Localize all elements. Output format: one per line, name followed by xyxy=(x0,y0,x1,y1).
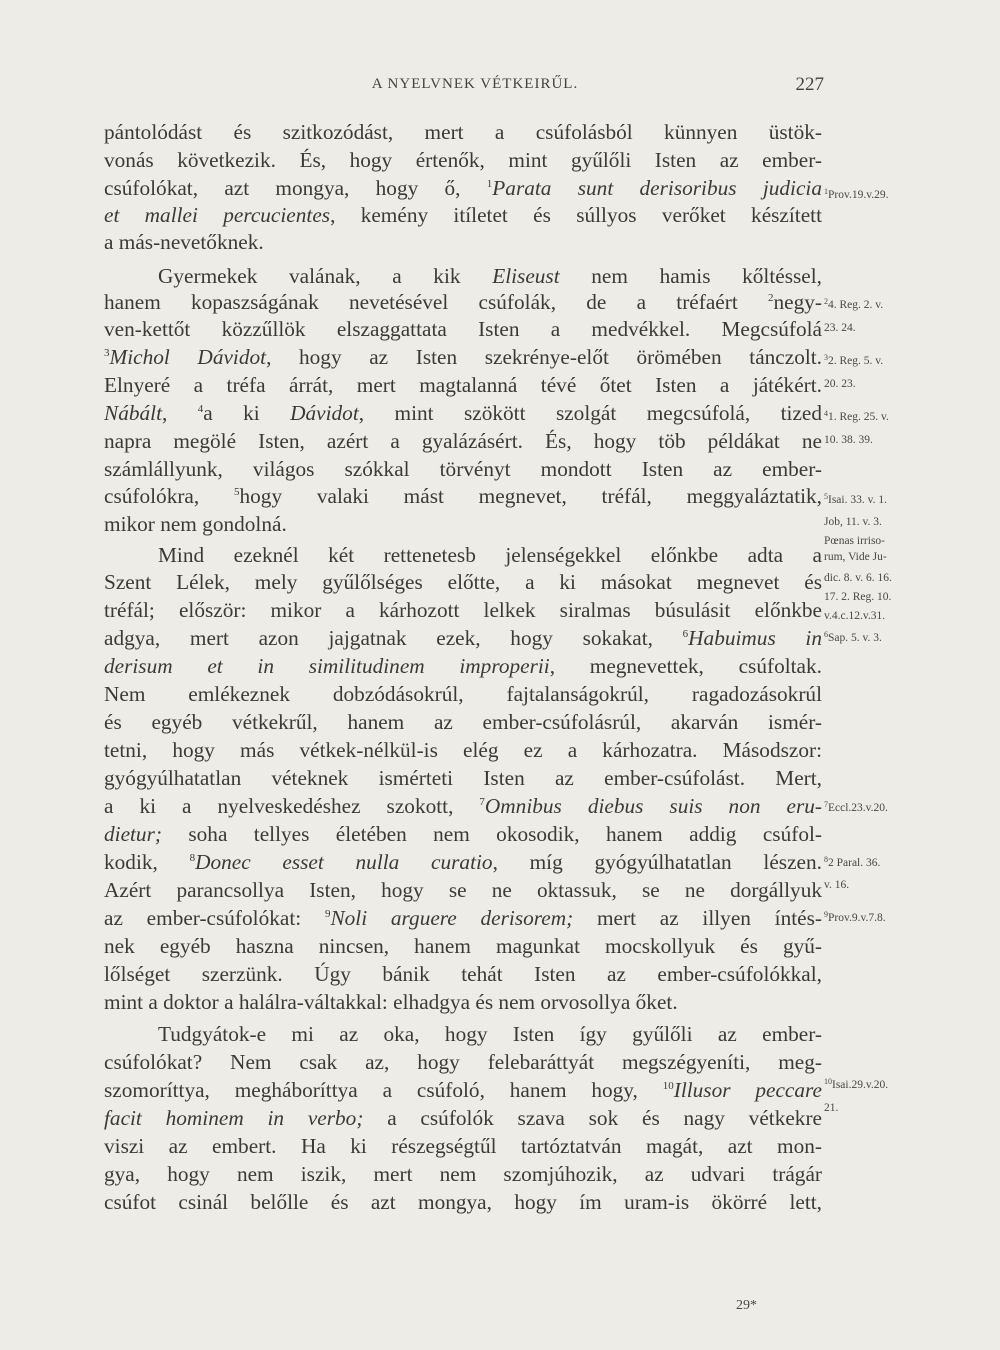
text-line: viszi az embert. Ha ki részegségtűl tartóztatván magát, azt mon- xyxy=(104,1134,822,1158)
margin-note: Pœnas irriso- xyxy=(824,535,886,547)
margin-note: v.4.c.12.v.31. xyxy=(824,610,886,622)
text-line: napra megölé Isten, azért a gyalázásért. És, hogy töb példákat ne xyxy=(104,429,822,453)
text-line: Elnyeré a tréfa árrát, mert magtalanná tévé őtet Isten a játékért. xyxy=(104,373,822,397)
margin-note: $^2$4. Reg. 2. v. xyxy=(824,297,884,311)
margin-note: $^5$Isai. 33. v. 1. xyxy=(824,492,887,506)
signature-mark: 29* xyxy=(736,1298,757,1313)
text-line: a más-nevetőknek. xyxy=(104,230,264,254)
margin-note: 10. 38. 39. xyxy=(824,434,873,446)
margin-note: $^{10}$Isai.29.v.20. xyxy=(824,1077,889,1091)
text-line: dietur; soha tellyes életében nem okosodik, hanem addig csúfol- xyxy=(104,822,822,846)
margin-note: 20. 23. xyxy=(824,378,856,390)
text-line: Nem emlékeznek dobzódásokrúl, fajtalanságokrúl, ragadozásokrúl xyxy=(104,682,822,706)
text-line: szomoríttya, megháboríttya a csúfoló, hanem hogy, $^{10}$Illusor peccare xyxy=(104,1078,822,1102)
text-line: a ki a nyelveskedéshez szokott, $^7$Omnibus diebus suis non eru- xyxy=(104,794,822,818)
text-line: pántolódást és szitkozódást, mert a csúfolásból künnyen üstök- xyxy=(104,120,822,144)
text-line: Mind ezeknél két rettenetesb jelenségekkel előnkbe adta a xyxy=(158,543,822,567)
margin-note: $^7$Eccl.23.v.20. xyxy=(824,800,888,814)
text-line: Tudgyátok-e mi az oka, hogy Isten így gyűlőli az ember- xyxy=(158,1022,822,1046)
text-line: csúfot csinál belőlle és azt mongya, hogy ím uram-is ökörré lett, xyxy=(104,1190,822,1214)
margin-note: $^9$Prov.9.v.7.8. xyxy=(824,910,886,924)
text-line: mint a doktor a halálra-váltakkal: elhadgya és nem orvosollya őket. xyxy=(104,990,678,1014)
text-line: tetni, hogy más vétkek-nélkül-is elég ez a kárhozatra. Másodszor: xyxy=(104,738,822,762)
margin-note: $^8$2 Paral. 36. xyxy=(824,855,881,869)
text-line: et mallei percucientes, kemény itíletet és súllyos verőket készített xyxy=(104,203,823,227)
text-line: és egyéb vétkekrűl, hanem az ember-csúfolásrúl, akarván ismér- xyxy=(104,710,822,734)
text-line: csúfolókra, $^5$hogy valaki mást megnevet, tréfál, meggyaláztatik, xyxy=(104,484,822,508)
text-line: tréfál; először: mikor a kárhozott lelkek siralmas búsulásit előnkbe xyxy=(104,598,822,622)
text-line: csúfolókat, azt mongya, hogy ő, $^1$Parata sunt derisoribus judicia xyxy=(104,176,822,200)
margin-note: $^1$Prov.19.v.29. xyxy=(824,187,889,201)
text-line: kodik, $^8$Donec esset nulla curatio, míg gyógyúlhatatlan lészen. xyxy=(104,850,822,874)
margin-note: Job, 11. v. 3. xyxy=(824,516,882,528)
text-line: gya, hogy nem iszik, mert nem szomjúhozik, az udvari trágár xyxy=(104,1162,822,1186)
text-line: adgya, mert azon jajgatnak ezek, hogy sokakat, $^6$Habuimus in xyxy=(104,626,822,650)
text-line: Nábált, $^4$a ki Dávidot, mint szökött szolgát megcsúfolá, tized xyxy=(104,401,823,425)
text-line: csúfolókat? Nem csak az, hogy felebaráttyát megszégyeníti, meg- xyxy=(104,1050,822,1074)
margin-note: $^3$2. Reg. 5. v. xyxy=(824,353,884,367)
text-line: ven-kettőt közzűllök elszaggattata Isten a medvékkel. Megcsúfolá xyxy=(104,317,822,341)
text-line: derisum et in similitudinem improperii, megnevettek, csúfoltak. xyxy=(104,654,822,678)
margin-note: $^4$1. Reg. 25. v. xyxy=(824,409,889,423)
text-line: Gyermekek valának, a kik Eliseust nem hamis kőltéssel, xyxy=(158,264,822,288)
margin-note: 17. 2. Reg. 10. xyxy=(824,591,892,603)
page-number: 227 xyxy=(795,74,824,95)
margin-note: rum, Vide Ju- xyxy=(824,551,887,563)
text-line: vonás következik. És, hogy értenők, mint gyűlőli Isten az ember- xyxy=(104,148,822,172)
text-line: hanem kopaszságának nevetésével csúfolák, de a tréfaért $^2$negy- xyxy=(104,290,822,314)
margin-note: dic. 8. v. 6. 16. xyxy=(824,572,892,584)
text-line: számlállyunk, világos szókkal törvényt mondott Isten az ember- xyxy=(104,457,822,481)
margin-note: 23. 24. xyxy=(824,322,856,334)
text-line: $^3$Michol Dávidot, hogy az Isten szekrénye-előt örömében tánczolt. xyxy=(104,345,823,369)
text-line: Azért parancsollya Isten, hogy se ne oktassuk, se ne dorgállyuk xyxy=(104,878,822,902)
text-line: gyógyúlhatatlan véteknek ismérteti Isten az ember-csúfolást. Mert, xyxy=(104,766,822,790)
running-header: A NYELVNEK VÉTKEIRŰL. xyxy=(371,76,579,92)
text-line: Szent Lélek, mely gyűlőlséges előtte, a ki másokat megnevet és xyxy=(104,570,822,594)
margin-note: 21. xyxy=(824,1102,839,1114)
margin-note: $^6$Sap. 5. v. 3. xyxy=(824,630,882,644)
text-line: az ember-csúfolókat: $^9$Noli arguere derisorem; mert az illyen íntés- xyxy=(104,906,822,930)
text-line: nek egyéb haszna nincsen, hanem magunkat mocskollyuk és gyű- xyxy=(104,934,822,958)
text-line: facit hominem in verbo; a csúfolók szava sok és nagy vétkekre xyxy=(104,1106,822,1130)
text-line: lőlséget szerzünk. Úgy bánik tehát Isten az ember-csúfolókkal, xyxy=(104,962,822,986)
margin-note: v. 16. xyxy=(824,879,850,891)
text-line: mikor nem gondolná. xyxy=(104,512,287,536)
